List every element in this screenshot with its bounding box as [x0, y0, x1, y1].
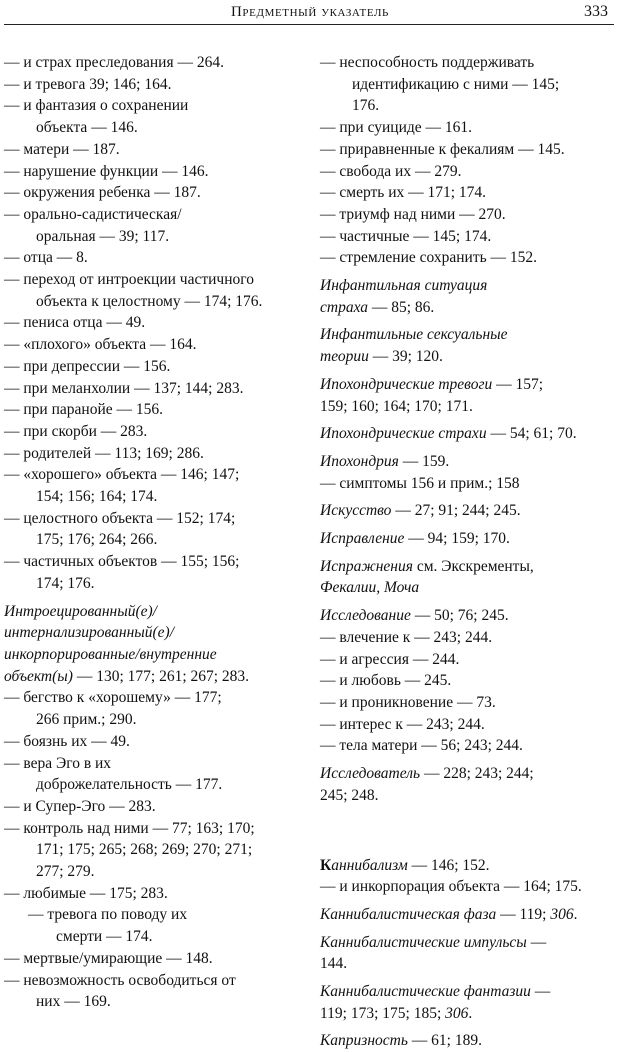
entry-line: [320, 981, 616, 1003]
index-line: — и страх преследования — 264.: [4, 54, 224, 71]
index-line: — мертвые/умирающие — 148.: [4, 949, 213, 967]
entry-heading-text: Каннибалистические импульсы: [320, 933, 527, 951]
index-line: — неспособность поддерживать: [320, 54, 535, 71]
index-line: объекта — 146.: [36, 119, 138, 137]
entry-pages: — 130; 177; 261; 267; 283.: [72, 667, 250, 685]
index-line: — и Супер-Эго — 283.: [4, 797, 156, 815]
entry-pages: — 27; 91; 244; 245.: [391, 502, 521, 520]
index-line: — тела матери — 56; 243; 244.: [320, 737, 523, 755]
entry-italic-page: 306: [445, 1004, 469, 1022]
index-line: — пениса отца — 49.: [4, 314, 146, 332]
entry-pages: — 157;: [492, 375, 544, 393]
entry-italic-page: 306: [550, 905, 574, 923]
entry-pages: — 228; 243; 244;: [420, 765, 534, 783]
entry-pages: — 159.: [398, 452, 450, 470]
entry-line: [320, 556, 616, 578]
index-line: — орально-садистическая/: [4, 205, 182, 223]
section-initial-letter: К: [320, 856, 332, 874]
index-line: — свобода их — 279.: [320, 162, 462, 180]
index-line: — при паранойе — 156.: [4, 401, 163, 419]
entry-heading-text: Испражнения: [320, 557, 413, 575]
index-line: 171; 175; 265; 268; 269; 270; 271;: [36, 841, 253, 859]
index-line: — вера Эго в их: [4, 754, 112, 772]
index-line: — и любовь — 245.: [320, 672, 452, 690]
index-line: — невозможность освободиться от: [4, 971, 236, 989]
entry-pages: — 146; 152.: [407, 856, 490, 874]
index-line: — окружения ребенка — 187.: [4, 184, 201, 202]
entry-line: [320, 605, 616, 627]
index-line: — при депрессии — 156.: [4, 357, 171, 375]
index-line: них — 169.: [36, 993, 111, 1011]
entry-heading-text: аннибализм: [331, 856, 408, 874]
entry-line: [320, 904, 616, 926]
entry-pages: — 39; 120.: [368, 348, 443, 366]
entry-heading-text: Исследование: [320, 607, 411, 625]
index-line: — частичных объектов — 155; 156;: [4, 553, 240, 571]
header-rule: [4, 24, 614, 25]
index-line: — матери — 187.: [4, 140, 120, 158]
index-line: — влечение к — 243; 244.: [320, 628, 493, 646]
index-line: — любимые — 175; 283.: [4, 884, 168, 902]
index-line: — при меланхолии — 137; 144; 283.: [4, 379, 244, 397]
entry-line-cannibalism: [320, 855, 616, 877]
entry-line: [320, 374, 616, 396]
entry-heading-text: Ипохондрия: [320, 452, 399, 470]
index-line: — приравненные к фекалиям — 145.: [320, 140, 565, 158]
index-line: — интерес к — 243; 244.: [320, 715, 485, 733]
entry-pages: — 54; 61; 70.: [486, 425, 577, 443]
entry-pages: — 85; 86.: [368, 298, 435, 316]
entry-heading-text: Каннибалистические фантазии: [320, 983, 531, 1001]
entry-heading-text: теории: [320, 348, 369, 366]
index-line: — частичные — 145; 174.: [320, 227, 492, 245]
running-title: Предметный указатель: [231, 4, 389, 20]
index-line: — и проникновение — 73.: [320, 693, 496, 711]
index-line: — стремление сохранить — 152.: [320, 249, 538, 267]
index-line: смерти — 174.: [56, 928, 153, 946]
index-line: — тревога по поводу их: [28, 906, 188, 924]
entry-end: .: [573, 905, 578, 923]
entry-see-continuation: Фекалии, Моча: [320, 579, 420, 597]
index-line: — триумф над ними — 270.: [320, 205, 506, 223]
entry-heading-introjected: инкорпорированные/внутренние: [4, 645, 217, 663]
entry-pages: — 119;: [496, 905, 551, 923]
entry-pages: —: [530, 983, 551, 1001]
entry-heading-text: Исследователь: [320, 765, 421, 783]
index-line: 174; 176.: [36, 574, 95, 592]
index-line: объекта к целостному — 174; 176.: [36, 292, 263, 310]
index-line: 154; 156; 164; 174.: [36, 488, 158, 506]
index-line: — при скорби — 283.: [4, 422, 148, 440]
entry-heading-text: страха: [320, 298, 368, 316]
index-line: — бегство к «хорошему» — 177;: [4, 689, 222, 707]
index-line: — и тревога 39; 146; 164.: [4, 75, 172, 93]
index-line: идентификацию с ними — 145;: [352, 75, 560, 93]
index-line: — нарушение функции — 146.: [4, 162, 209, 180]
index-line: 277; 279.: [36, 863, 95, 881]
entry-line: [320, 1030, 616, 1052]
entry-heading-text: Исправление: [320, 530, 405, 548]
index-line: — целостного объекта — 152; 174;: [4, 509, 236, 527]
entry-end: .: [468, 1004, 473, 1022]
index-line: — боязнь их — 49.: [4, 732, 130, 750]
entry-line: [320, 423, 616, 445]
entry-continuation: [320, 1003, 616, 1025]
entry-heading-introjected-last: [4, 666, 300, 688]
index-line: — родителей — 113; 169; 286.: [4, 444, 204, 462]
entry-continuation: 245; 248.: [320, 786, 379, 804]
entry-line: [320, 763, 616, 785]
entry-pages: —: [526, 933, 547, 951]
index-line: 176.: [352, 97, 380, 115]
left-column: [4, 52, 300, 1013]
index-line: — и фантазия о сохранении: [4, 97, 189, 115]
entry-pages: 119; 173; 175; 185;: [320, 1004, 446, 1022]
index-line: — отца — 8.: [4, 249, 88, 267]
index-line: — симптомы 156 и прим.; 158: [320, 474, 520, 492]
right-column: [320, 52, 616, 1052]
index-line: — «хорошего» объекта — 146; 147;: [4, 466, 240, 484]
entry-heading-introjected: Интроецированный(е)/: [4, 602, 157, 620]
index-line: — смерть их — 171; 174.: [320, 184, 487, 202]
entry-pages: — 61; 189.: [407, 1032, 482, 1050]
page-header: [0, 0, 620, 30]
index-line: — «плохого» объекта — 164.: [4, 336, 197, 354]
entry-heading-text: Капризность: [320, 1032, 408, 1050]
index-line: — и агрессия — 244.: [320, 650, 460, 668]
index-line: — при суициде — 161.: [320, 119, 473, 137]
page-number: 333: [584, 3, 608, 20]
entry-line: [320, 451, 616, 473]
entry-line: [320, 932, 616, 954]
entry-heading-introjected: интернализированный(е)/: [4, 624, 175, 642]
entry-heading-text: Ипохондрические страхи: [320, 425, 487, 443]
entry-heading-text: Каннибалистическая фаза: [320, 905, 497, 923]
index-line: 175; 176; 264; 266.: [36, 531, 158, 549]
entry-line: [320, 528, 616, 550]
index-line: — контроль над ними — 77; 163; 170;: [4, 819, 255, 837]
index-line: — и инкорпорация объекта — 164; 175.: [320, 878, 582, 896]
entry-heading-text: Ипохондрические тревоги: [320, 375, 493, 393]
index-line: — переход от интроекции частичного: [4, 271, 254, 289]
index-line: доброжелательность — 177.: [36, 776, 223, 794]
entry-heading: Инфантильные сексуальные: [320, 326, 508, 344]
entry-see-reference: см. Экскременты,: [412, 557, 534, 575]
index-line: оральная — 39; 117.: [36, 227, 170, 245]
entry-continuation: 159; 160; 164; 170; 171.: [320, 397, 473, 415]
entry-line: [320, 346, 616, 368]
entry-continuation: 144.: [320, 955, 348, 973]
entry-line: [320, 297, 616, 319]
entry-heading-text: Искусство: [320, 502, 392, 520]
entry-heading-text: объект(ы): [4, 667, 73, 685]
entry-pages: — 94; 159; 170.: [404, 530, 510, 548]
entry-line: [320, 500, 616, 522]
entry-heading: Инфантильная ситуация: [320, 277, 488, 295]
entry-pages: — 50; 76; 245.: [410, 607, 509, 625]
index-line: 266 прим.; 290.: [36, 711, 137, 729]
